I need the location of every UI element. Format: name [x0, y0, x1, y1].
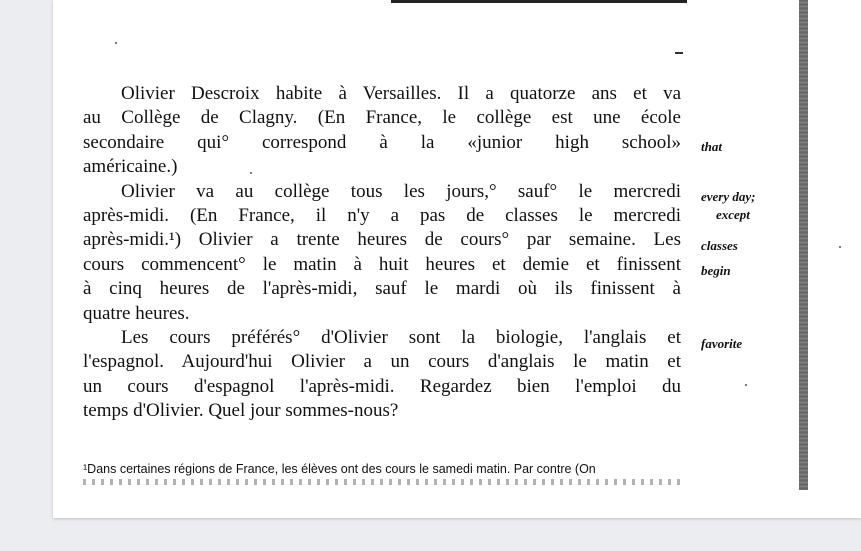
passage-line: Les cours préférés° d'Olivier sont la biologie, l'anglais et [121, 327, 681, 349]
passage-line: un cours d'espagnol l'après-midi. Regardez bien l'emploi du [83, 375, 681, 397]
gloss-every-day: every day; [701, 189, 756, 204]
passage-line: cours commencent° le matin à huit heures et demie et finissent [83, 253, 681, 275]
passage-line: après-midi.¹) Olivier a trente heures de cours° par semaine. Les [83, 229, 681, 251]
passage-line: à cinq heures de l'après-midi, sauf le mardi où ils finissent à [83, 278, 681, 300]
cut-off-text-line [83, 479, 683, 485]
speck [115, 42, 117, 44]
gloss-favorite: favorite [701, 336, 743, 351]
top-rule [391, 0, 687, 3]
document-page [53, 0, 861, 518]
speck [839, 246, 841, 248]
passage-line: Olivier va au collège tous les jours,° sauf° le mercredi [121, 180, 681, 202]
passage-line: au Collège de Clagny. (En France, le collège est une école [83, 107, 681, 129]
gloss-that: that [701, 139, 722, 154]
passage-line: l'espagnol. Aujourd'hui Olivier a un cours d'anglais le matin et [83, 351, 681, 373]
passage-line: secondaire qui° correspond à la «junior high school» [83, 131, 681, 153]
gloss-classes: classes [701, 238, 738, 253]
passage-line: américaine.) [83, 156, 178, 178]
passage-text [83, 82, 681, 424]
gloss-except: except [716, 207, 750, 222]
passage-line: temps d'Olivier. Quel jour sommes-nous? [83, 400, 399, 422]
passage-line: après-midi. (En France, il n'y a pas de classes le mercredi [83, 205, 681, 227]
footnote: ¹Dans certaines régions de France, les élèves ont des cours le samedi matin. Par contre (On [83, 462, 596, 476]
speck [745, 384, 747, 386]
book-spine-edge [799, 0, 808, 490]
gloss-begin: begin [701, 263, 731, 278]
stray-mark [675, 52, 683, 54]
passage-line: Olivier Descroix habite à Versailles. Il a quatorze ans et va [121, 83, 681, 104]
passage-line: quatre heures. [83, 302, 190, 324]
